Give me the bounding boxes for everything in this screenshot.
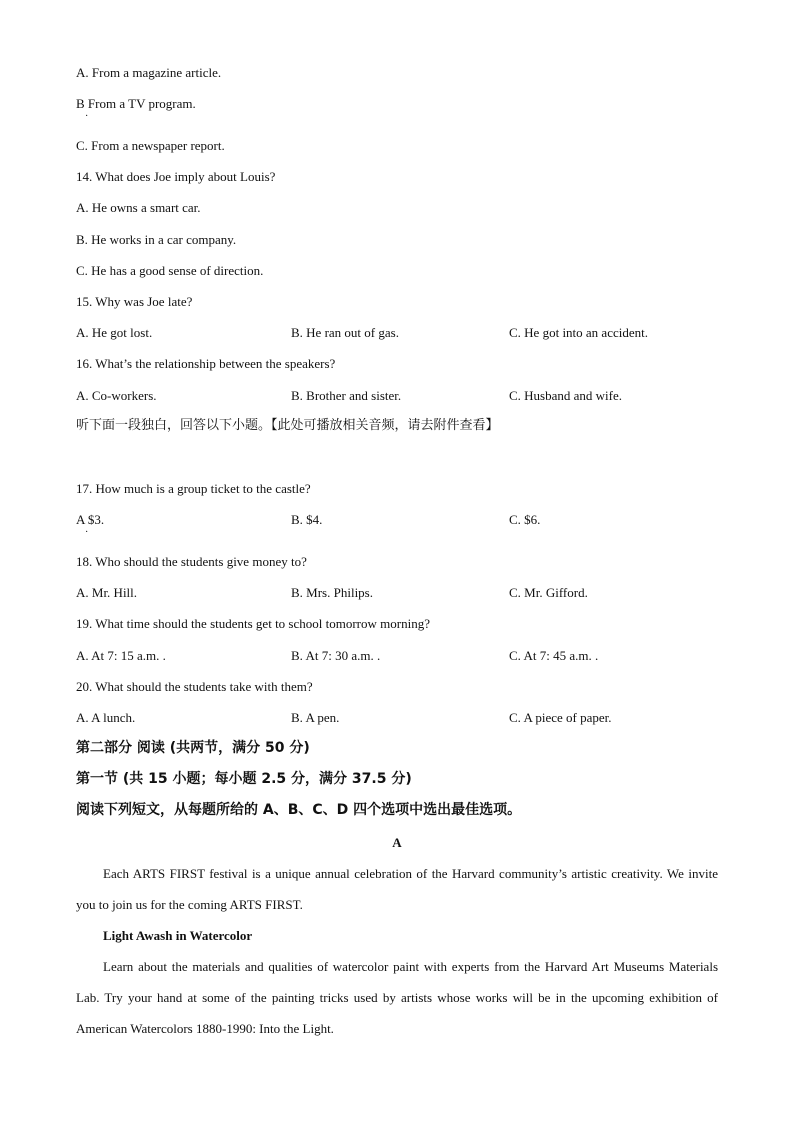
part2-heading: 第二部分 阅读 (共两节，满分 50 分) bbox=[76, 740, 310, 756]
q15-option-c: C. He got into an accident. bbox=[509, 325, 648, 340]
q18-option-b: B. Mrs. Philips. bbox=[291, 585, 373, 600]
reading-instruction: 阅读下列短文，从每题所给的 A、B、C、D 四个选项中选出最佳选项。 bbox=[76, 802, 522, 818]
q17-stem: 17. How much is a group ticket to the castle? bbox=[76, 481, 311, 496]
q20-stem: 20. What should the students take with them? bbox=[76, 679, 313, 694]
option-dot-mark: · bbox=[85, 527, 89, 538]
q19-option-c: C. At 7: 45 a.m. . bbox=[509, 648, 599, 663]
q18-option-c: C. Mr. Gifford. bbox=[509, 585, 588, 600]
q20-option-a: A. A lunch. bbox=[76, 710, 136, 725]
q19-stem: 19. What time should the students get to school tomorrow morning? bbox=[76, 616, 430, 631]
q17-option-c: C. $6. bbox=[509, 512, 541, 527]
q16-option-c: C. Husband and wife. bbox=[509, 388, 623, 403]
q19-option-b: B. At 7: 30 a.m. . bbox=[291, 648, 381, 663]
q17-option-a: A $3. bbox=[76, 512, 105, 527]
q13-option-a: A. From a magazine article. bbox=[76, 65, 222, 80]
q13-option-b: B From a TV program. bbox=[76, 96, 196, 111]
q19-option-a: A. At 7: 15 a.m. . bbox=[76, 648, 166, 663]
q20-option-c: C. A piece of paper. bbox=[509, 710, 612, 725]
q15-stem: 15. Why was Joe late? bbox=[76, 294, 193, 309]
q17-option-b: B. $4. bbox=[291, 512, 323, 527]
q14-option-b: B. He works in a car company. bbox=[76, 232, 237, 247]
option-dot-mark: · bbox=[85, 111, 89, 122]
q15-option-a: A. He got lost. bbox=[76, 325, 153, 340]
q14-option-c: C. He has a good sense of direction. bbox=[76, 263, 264, 278]
q15-option-b: B. He ran out of gas. bbox=[291, 325, 399, 340]
monologue-instruction: 听下面一段独白，回答以下小题。【此处可播放相关音频，请去附件查看】 bbox=[76, 418, 499, 433]
q16-option-b: B. Brother and sister. bbox=[291, 388, 402, 403]
passage-label: A bbox=[392, 835, 402, 850]
q18-option-a: A. Mr. Hill. bbox=[76, 585, 138, 600]
event1-title: Light Awash in Watercolor bbox=[103, 928, 253, 943]
q16-option-a: A. Co-workers. bbox=[76, 388, 157, 403]
q18-stem: 18. Who should the students give money to? bbox=[76, 554, 307, 569]
q16-stem: 16. What’s the relationship between the speakers? bbox=[76, 356, 336, 371]
q20-option-b: B. A pen. bbox=[291, 710, 340, 725]
q14-option-a: A. He owns a smart car. bbox=[76, 200, 201, 215]
passage-intro-paragraph: Each ARTS FIRST festival is a unique annual celebration of the Harvard community’s artistic creativity. We invite you to join us for the coming ARTS FIRST. bbox=[76, 866, 718, 912]
event1-body-paragraph: Learn about the materials and qualities of watercolor paint with experts from the Harvard Art Museums Materials Lab. Try your hand at some of the painting tricks used by artists whose works will be in the upcoming exhibition of American Watercolors 1880-1990: Into the Light. bbox=[76, 959, 718, 1036]
section1-heading: 第一节 (共 15 小题；每小题 2.5 分，满分 37.5 分) bbox=[76, 771, 412, 787]
q14-stem: 14. What does Joe imply about Louis? bbox=[76, 169, 276, 184]
q13-option-c: C. From a newspaper report. bbox=[76, 138, 225, 153]
